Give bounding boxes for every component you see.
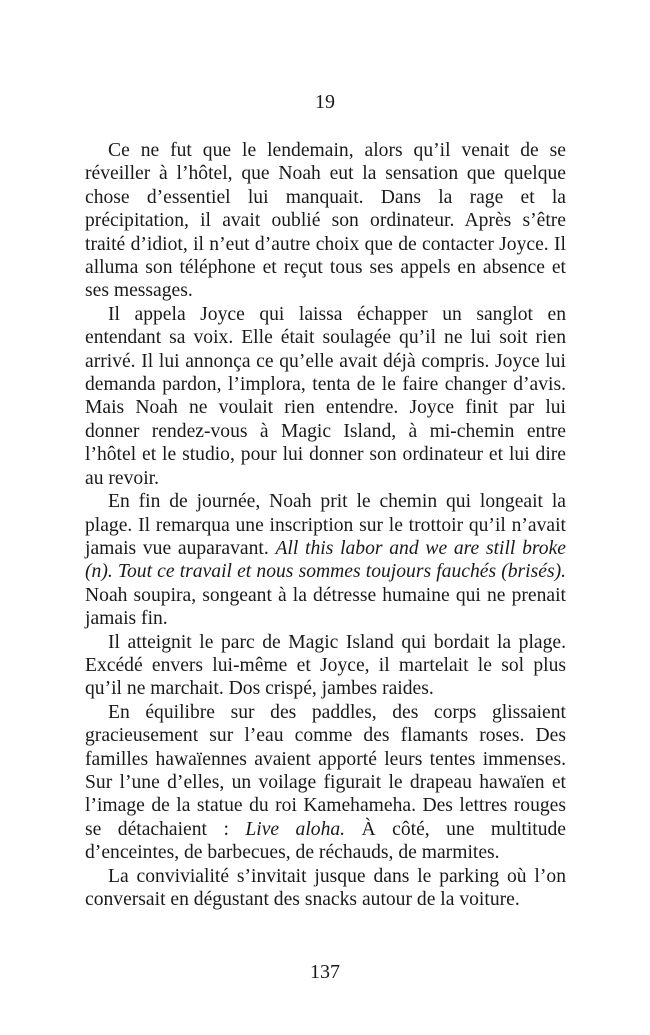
body-text bbox=[85, 139, 566, 911]
paragraph bbox=[85, 139, 566, 303]
paragraph-text: À côté, une multitude d’enceintes, de barbecues, de réchauds, de marmites. bbox=[85, 818, 567, 864]
paragraph bbox=[85, 865, 566, 912]
chapter-number: 19 bbox=[315, 91, 335, 113]
paragraph-text: En équilibre sur des paddles, des corps glissaient gracieusement sur l’eau comme des flamants roses. Des familles hawaïennes avaient apporté leurs tentes immenses. Sur l’une d’elles, un voilage figurait le drapeau hawaïen et l’image de la statue du roi Kamehameha. Des lettres rouges se détachaient : bbox=[85, 701, 566, 840]
paragraph-text: Il atteignit le parc de Magic Island qui bordait la plage. Excédé envers lui-même et Joyce, il martelait le sol plus qu’il ne marchait. Dos crispé, jambes raides. bbox=[85, 631, 566, 700]
paragraph-text: En fin de journée, Noah prit le chemin qui longeait la plage. Il remarqua une inscription sur le trottoir qu’il n’avait jamais vue auparavant. bbox=[85, 491, 566, 559]
italic-quote: All this labor and we are still broke (n). Tout ce travail et nous sommes toujours fauchés (brisés). bbox=[85, 537, 566, 583]
page-number: 137 bbox=[310, 961, 340, 983]
paragraph bbox=[85, 631, 566, 701]
paragraph-text: La convivialité s’invitait jusque dans le parking où l’on conversait en dégustant des snacks autour de la voiture. bbox=[85, 865, 566, 910]
paragraph bbox=[85, 303, 566, 490]
italic-quote: Live aloha. bbox=[245, 818, 346, 840]
paragraph bbox=[85, 701, 566, 865]
paragraph-text: Ce ne fut que le lendemain, alors qu’il venait de se réveiller à l’hôtel, que Noah eut la sensation que quelque chose d’essentiel lui manquait. Dans la rage et la précipitation, il avait oublié son ordinateur. Après s’être traité d’idiot, il n’eut d’autre choix que de contacter Joyce. Il alluma son téléphone et reçut tous ses appels en absence et ses messages. bbox=[85, 140, 566, 302]
paragraph-text: Noah soupira, songeant à la détresse humaine qui ne prenait jamais fin. bbox=[85, 584, 566, 630]
paragraph bbox=[85, 490, 566, 630]
paragraph-text: Il appela Joyce qui laissa échapper un sanglot en entendant sa voix. Elle était soulagée qu’il ne lui soit rien arrivé. Il lui annonça ce qu’elle avait déjà compris. Joyce lui demanda pardon, l’implora, tenta de le faire changer d’avis. Mais Noah ne voulait rien entendre. Joyce finit par lui donner rendez-vous à Magic Island, à mi-chemin entre l’hôtel et le studio, pour lui donner son ordinateur et lui dire au revoir. bbox=[85, 303, 566, 489]
